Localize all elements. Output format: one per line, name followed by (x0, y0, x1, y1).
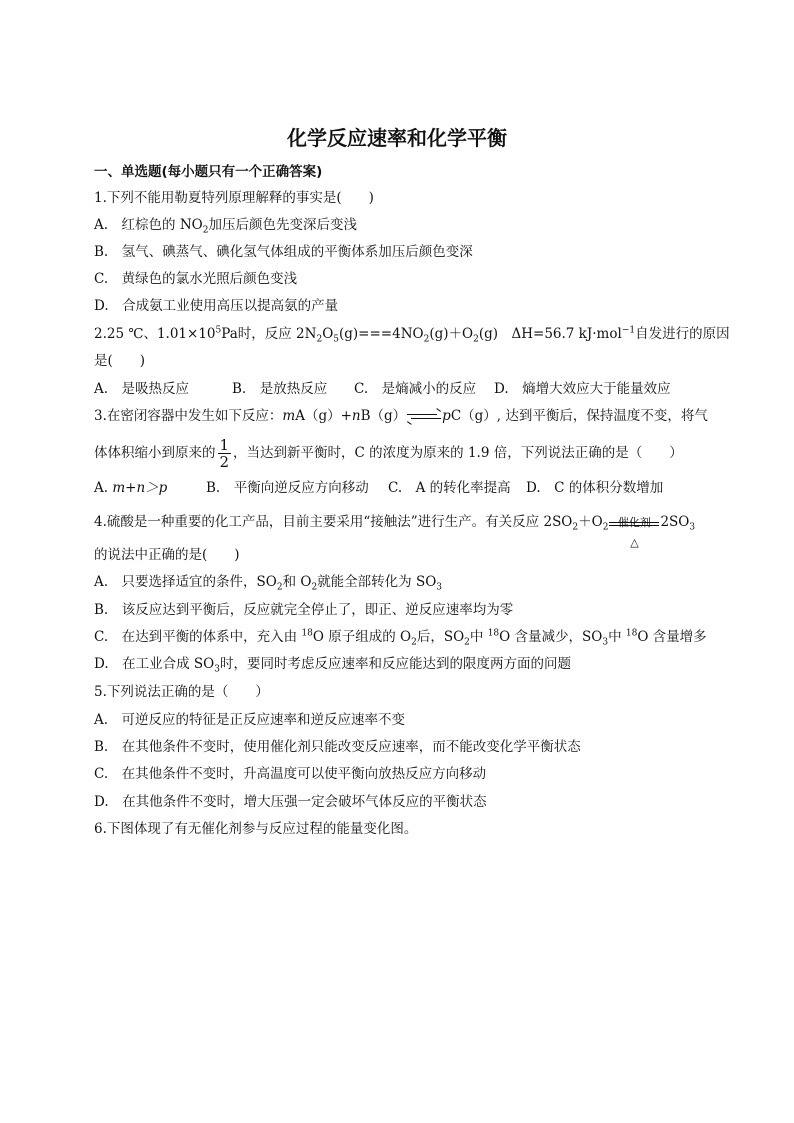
question-5-stem: 5.下列说法正确的是（ ） (94, 684, 269, 700)
option-expression: m+n＞p (112, 480, 168, 496)
question-2-stem (94, 325, 730, 343)
option-text: O 原子组成的 O (312, 629, 412, 645)
superscript: 18 (625, 628, 638, 639)
fraction-denominator: 2 (219, 453, 230, 471)
subscript: 2 (602, 522, 609, 533)
question-4-option-d (94, 655, 571, 673)
subscript: 3 (602, 637, 609, 648)
question-1-option-b: B. 氢气、碘蒸气、碘化氢气体组成的平衡体系加压后颜色变深 (94, 244, 473, 260)
question-3-option-b: B. 平衡向逆反应方向移动 (206, 480, 369, 496)
equilibrium-arrow-icon (407, 412, 441, 422)
option-text: O 含量减少，SO (499, 629, 603, 645)
stem-text: 2.25 ℃、1.01×10 (94, 326, 216, 342)
option-text: 中 (469, 629, 488, 645)
question-3-option-d: D. C 的体积分数增加 (526, 480, 664, 496)
subscript: 2 (411, 637, 417, 648)
stem-text: 4.硫酸是一种重要的化工产品，目前主要采用“接触法”进行生产。有关反应 2SO (94, 514, 573, 530)
stem-text: C（g）, 达到平衡后，保持温度不变，将气 (450, 408, 708, 424)
superscript: −1 (621, 325, 636, 336)
option-text: D. 在工业合成 SO (94, 656, 215, 672)
option-text: 加压后颜色先变深后变浅 (208, 217, 357, 233)
superscript: 18 (487, 628, 500, 639)
question-2-stem-cont: 是( ) (94, 353, 146, 369)
option-text: 后，SO (416, 629, 465, 645)
fraction (218, 437, 232, 470)
option-text: A. 红棕色的 NO (94, 217, 203, 233)
reaction-condition (609, 506, 659, 549)
question-5-option-d: D. 在其他条件不变时，增大压强一定会破坏气体反应的平衡状态 (94, 794, 487, 810)
option-text: C. 在达到平衡的体系中，充入由 (94, 629, 302, 645)
question-1-option-a (94, 216, 357, 234)
subscript: 3 (689, 522, 696, 533)
catalyst-label: 催化剂 (617, 515, 651, 529)
stem-text: Pa时，反应 2N (221, 326, 317, 342)
stem-text: (g)＋O (429, 326, 474, 342)
option-text: 和 O (282, 574, 312, 590)
stem-text: A（g）+ (295, 408, 352, 424)
stem-text: O (322, 326, 334, 342)
coefficient-m: m (282, 408, 296, 424)
page-title: 化学反应速率和化学平衡 (287, 126, 507, 150)
question-3-option-a (94, 479, 167, 497)
superscript: 18 (301, 628, 313, 639)
option-text: 中 (608, 629, 626, 645)
subscript: 2 (473, 334, 479, 345)
subscript: 2 (316, 334, 323, 345)
question-1-option-c: C. 黄绿色的氯水光照后颜色变浅 (94, 271, 298, 287)
superscript: 5 (215, 325, 222, 336)
stem-text: 2SO (660, 514, 690, 530)
option-text: 时，要同时考虑反应速率和反应能达到的限度两方面的问题 (219, 656, 571, 672)
question-5-option-a: A. 可逆反应的特征是正反应速率和逆反应速率不变 (94, 712, 406, 728)
stem-text: ＋O (578, 514, 603, 530)
subscript: 2 (572, 522, 579, 533)
subscript: 2 (423, 334, 430, 345)
subscript: 5 (333, 334, 339, 345)
coefficient-n: n (351, 408, 361, 424)
question-4-option-c (94, 628, 707, 646)
question-2-option-c: C. 是熵减小的反应 (354, 381, 477, 397)
subscript: 2 (311, 582, 318, 593)
question-3-stem (94, 407, 708, 425)
question-3-option-c: C. A 的转化率提高 (388, 480, 511, 496)
question-6-stem: 6.下图体现了有无催化剂参与反应过程的能量变化图。 (94, 821, 418, 837)
question-4-option-a (94, 573, 442, 591)
question-5-option-b: B. 在其他条件不变时，使用催化剂只能改变反应速率，而不能改变化学平衡状态 (94, 739, 581, 755)
stem-text: 3.在密闭容器中发生如下反应： (94, 408, 283, 424)
question-2-option-b: B. 是放热反应 (232, 381, 328, 397)
question-4-option-b: B. 该反应达到平衡后，反应就完全停止了，即正、逆反应速率均为零 (94, 602, 514, 618)
question-3-stem-cont (94, 437, 683, 470)
stem-text: 体体积缩小到原来的 (94, 445, 216, 461)
subscript: 3 (436, 582, 443, 593)
stem-text: (g) ΔH=56.7 kJ·mol (478, 326, 622, 342)
option-text: O 含量增多 (637, 629, 707, 645)
option-label: A. (94, 480, 109, 496)
section-heading: 一、单选题(每小题只有一个正确答案) (94, 164, 323, 180)
question-2-option-a: A. 是吸热反应 (94, 381, 190, 397)
question-1-stem: 1.下列不能用勒夏特列原理解释的事实是( ) (94, 190, 374, 206)
question-4-stem-cont: 的说法中正确的是( ) (94, 547, 240, 563)
stem-text: (g)===4NO (339, 326, 424, 342)
question-1-option-d: D. 合成氨工业使用高压以提高氨的产量 (94, 298, 339, 314)
stem-text: B（g） (360, 408, 407, 424)
subscript: 2 (202, 225, 209, 236)
stem-text: ，当达到新平衡时，C 的浓度为原来的 1.9 倍，下列说法正确的是（ ） (233, 445, 683, 461)
fraction-numerator: 1 (219, 436, 230, 454)
question-5-option-c: C. 在其他条件不变时，升高温度可以使平衡向放热反应方向移动 (94, 766, 487, 782)
option-text: A. 只要选择适宜的条件，SO (94, 574, 277, 590)
subscript: 2 (276, 582, 283, 593)
stem-text: 自发进行的原因 (635, 326, 730, 342)
subscript: 3 (214, 664, 220, 675)
heat-symbol: △ (630, 535, 639, 549)
question-4-stem (94, 505, 696, 549)
question-2-option-d: D. 熵增大效应大于能量效应 (494, 381, 671, 397)
option-text: 就能全部转化为 SO (317, 574, 437, 590)
subscript: 2 (464, 637, 470, 648)
coefficient-p: p (442, 408, 451, 424)
